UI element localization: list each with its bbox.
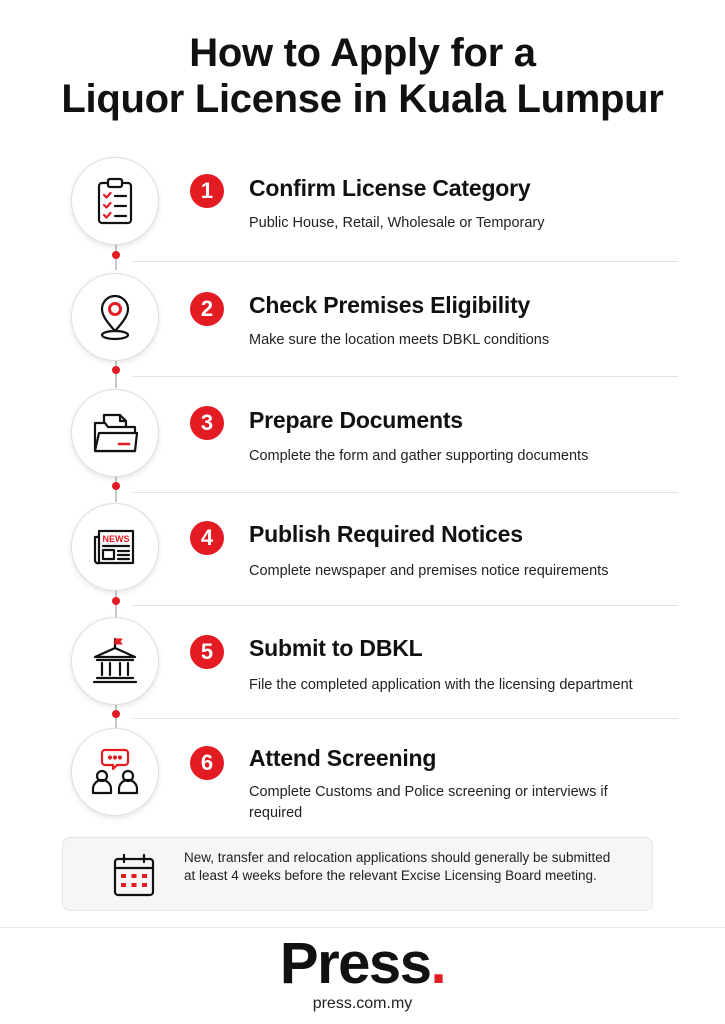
footer-divider <box>0 927 725 928</box>
folder-documents-icon <box>71 389 159 477</box>
page-title-line-2: Liquor License in Kuala Lumpur <box>61 77 664 121</box>
step-description: Complete the form and gather supporting documents <box>249 448 589 464</box>
location-pin-icon <box>71 273 159 361</box>
step-6 <box>0 726 725 826</box>
news-label: NEWS <box>102 534 130 544</box>
step-title: Prepare Documents <box>249 407 463 433</box>
step-4 <box>0 500 725 600</box>
deadline-note <box>62 837 653 911</box>
step-description: Complete Customs and Police screening or interviews if required <box>249 784 608 821</box>
step-title: Publish Required Notices <box>249 521 523 547</box>
website-url: press.com.my <box>312 995 413 1012</box>
step-title: Submit to DBKL <box>249 635 423 661</box>
step-divider <box>133 605 678 606</box>
note-text: New, transfer and relocation applications should generally be submitted at least 4 weeks before the relevant Excise Licensing Board meeting. <box>184 850 611 883</box>
step-number-badge: 5 <box>190 635 224 669</box>
step-description: Make sure the location meets DBKL conditions <box>249 332 550 348</box>
step-title: Attend Screening <box>249 745 437 771</box>
step-1 <box>0 150 725 250</box>
step-description: File the completed application with the licensing department <box>249 677 633 693</box>
step-description: Public House, Retail, Wholesale or Temporary <box>249 215 545 231</box>
brand-dot: . <box>430 931 446 996</box>
step-3 <box>0 385 725 485</box>
step-number-badge: 4 <box>190 521 224 555</box>
step-2 <box>0 268 725 368</box>
step-number-badge: 1 <box>190 174 224 208</box>
government-building-icon <box>71 617 159 705</box>
steps-list <box>0 150 725 830</box>
brand-logo <box>0 930 725 997</box>
step-description: Complete newspaper and premises notice requirements <box>249 563 609 579</box>
page-title-line-1: How to Apply for a <box>189 31 536 75</box>
step-divider <box>133 718 678 719</box>
newspaper-icon <box>71 503 159 591</box>
calendar-icon <box>111 851 157 899</box>
brand-name: Press <box>279 931 431 996</box>
step-number-badge: 3 <box>190 406 224 440</box>
step-number-badge: 6 <box>190 746 224 780</box>
step-title: Check Premises Eligibility <box>249 292 531 318</box>
step-title: Confirm License Category <box>249 175 531 201</box>
step-connector-dot <box>112 251 120 259</box>
page-title <box>0 30 725 122</box>
step-number-badge: 2 <box>190 292 224 326</box>
step-divider <box>133 376 678 377</box>
people-conversation-icon <box>71 728 159 816</box>
clipboard-checklist-icon <box>71 157 159 245</box>
step-5 <box>0 614 725 714</box>
step-divider <box>133 492 678 493</box>
step-divider <box>133 261 678 262</box>
